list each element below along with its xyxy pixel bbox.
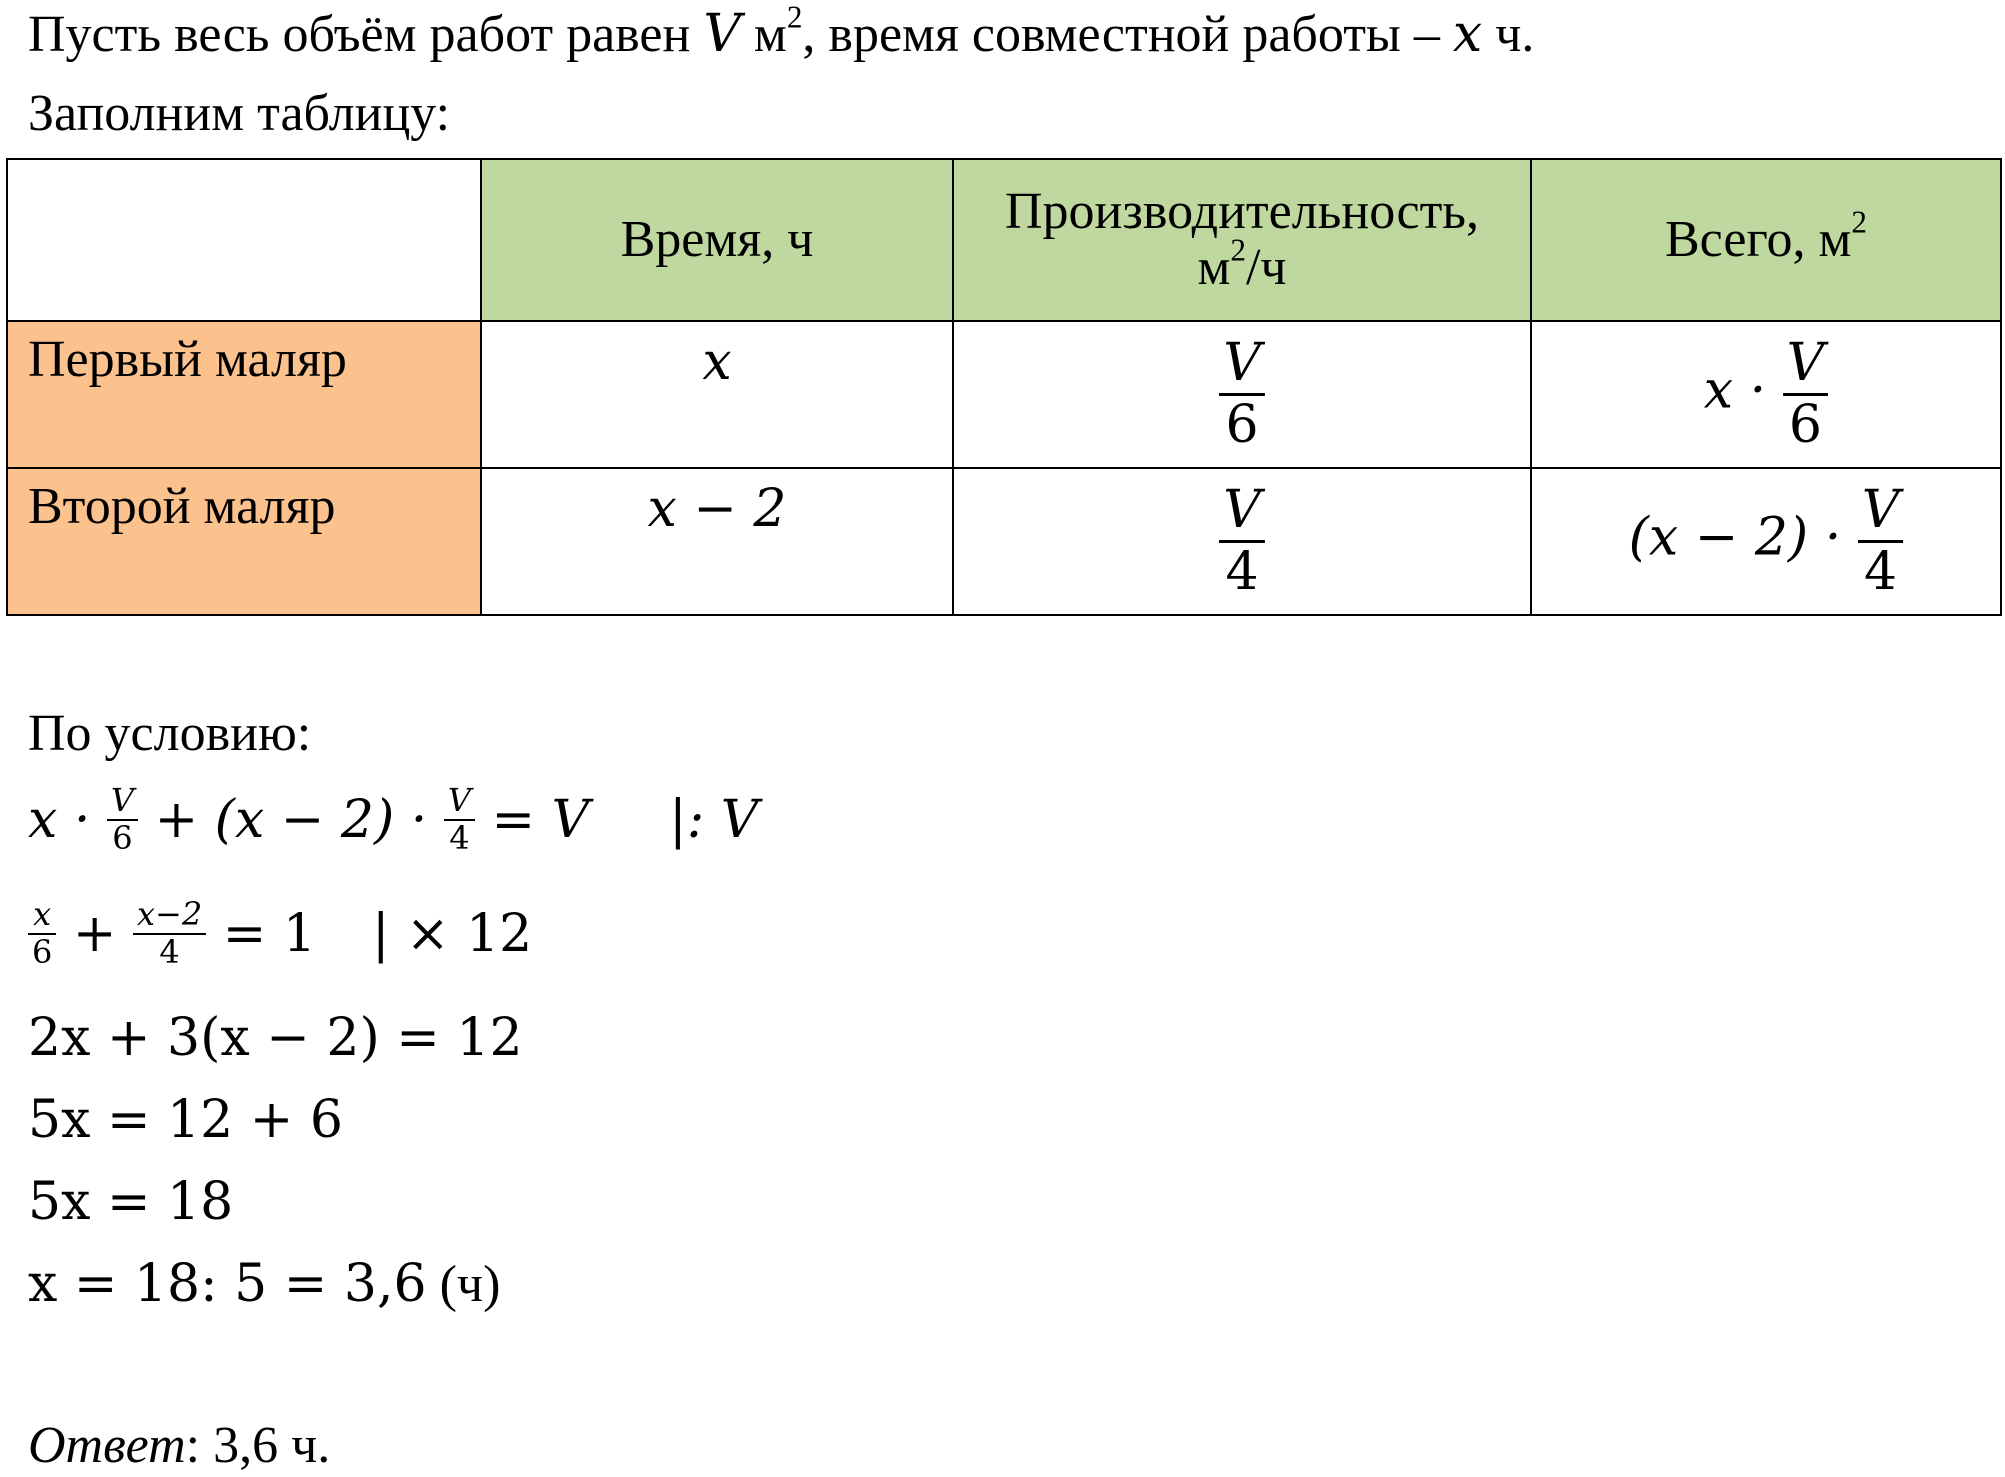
row2-productivity-fraction (1219, 480, 1265, 602)
eq2-operation: | × 12 (371, 903, 533, 964)
eq6-unit: (ч) (426, 1256, 501, 1313)
eq2-plus: + (72, 903, 117, 964)
intro-line-1 (28, 0, 1535, 65)
fraction-numerator: V (110, 781, 135, 819)
eq1-part-b: + (x − 2) · (154, 789, 428, 850)
fraction-denominator: 6 (32, 932, 53, 971)
header-time: Время, ч (481, 159, 953, 321)
row1-productivity-fraction (1219, 333, 1265, 455)
header-productivity-line2 (954, 232, 1530, 296)
row2-total (1531, 468, 2001, 615)
equation-3: 2x + 3(x − 2) = 12 (28, 1008, 523, 1068)
header-productivity-sup: 2 (1230, 232, 1246, 268)
fraction-numerator: V (447, 781, 471, 819)
equation-2 (28, 895, 533, 971)
header-productivity (953, 159, 1531, 321)
header-total (1531, 159, 2001, 321)
eq1-part-c: = V (491, 789, 590, 850)
row2-total-fraction (1858, 480, 1904, 602)
intro-text-b: м (740, 6, 787, 63)
header-productivity-per-hour: /ч (1245, 239, 1287, 296)
fraction-denominator: 4 (449, 818, 470, 857)
fraction-denominator: 6 (112, 818, 133, 857)
eq1-part-a: x · (28, 789, 91, 850)
fraction-numerator: V (1786, 333, 1825, 394)
fraction-numerator: x−2 (137, 895, 203, 933)
row1-total (1531, 321, 2001, 468)
answer-line (28, 1416, 330, 1476)
row2-time: x − 2 (481, 468, 953, 615)
intro-var-v: V (703, 4, 741, 64)
row2-total-prefix: (x − 2) · (1628, 508, 1842, 568)
equation-6 (28, 1254, 500, 1315)
row-label-first-painter: Первый маляр (7, 321, 481, 468)
eq2-fraction-1 (28, 895, 56, 971)
header-total-sup: 2 (1851, 204, 1867, 240)
row-label-second-painter: Второй маляр (7, 468, 481, 615)
table-row (7, 321, 2001, 468)
row2-productivity (953, 468, 1531, 615)
equation-5: 5x = 18 (28, 1172, 234, 1232)
fraction-denominator: 4 (1864, 542, 1898, 602)
intro-line-2: Заполним таблицу: (28, 85, 451, 142)
fraction-numerator: V (1861, 480, 1900, 541)
equation-4: 5x = 12 + 6 (28, 1090, 343, 1150)
eq2-rest: = 1 (222, 903, 316, 964)
row1-productivity (953, 321, 1531, 468)
fraction-denominator: 4 (1225, 542, 1259, 602)
header-total-text: Всего, м (1664, 211, 1852, 268)
fraction-denominator: 4 (159, 932, 180, 971)
eq2-fraction-2 (133, 895, 206, 971)
intro-text-a: Пусть весь объём работ равен (28, 6, 704, 63)
row1-time: x (481, 321, 953, 468)
equation-1 (28, 781, 759, 857)
table-header-row (7, 159, 2001, 321)
fraction-numerator: V (1223, 333, 1261, 394)
eq1-fraction-2 (444, 781, 475, 857)
row1-total-prefix: x · (1703, 361, 1767, 421)
fraction-numerator: V (1223, 480, 1261, 541)
eq1-operation: |: V (669, 789, 759, 850)
work-table (6, 158, 2002, 616)
eq1-fraction-1 (107, 781, 138, 857)
eq6-math: x = 18: 5 = 3,6 (28, 1254, 427, 1314)
table-corner-cell (7, 159, 481, 321)
intro-text-c: , время совместной работы – (802, 6, 1453, 63)
table-row (7, 468, 2001, 615)
fraction-denominator: 6 (1225, 395, 1259, 455)
row1-total-fraction (1783, 333, 1829, 455)
header-productivity-unit: м (1197, 239, 1231, 296)
fraction-numerator: x (33, 895, 52, 933)
intro-var-x: x (1452, 4, 1483, 64)
condition-label: По условию: (28, 705, 312, 762)
answer-value: : 3,6 ч. (185, 1417, 331, 1474)
header-productivity-line1: Производительность, (1004, 183, 1480, 240)
intro-text-d: ч. (1482, 6, 1535, 63)
fraction-denominator: 6 (1788, 395, 1822, 455)
answer-label: Ответ (28, 1417, 186, 1474)
intro-sup: 2 (786, 0, 803, 35)
